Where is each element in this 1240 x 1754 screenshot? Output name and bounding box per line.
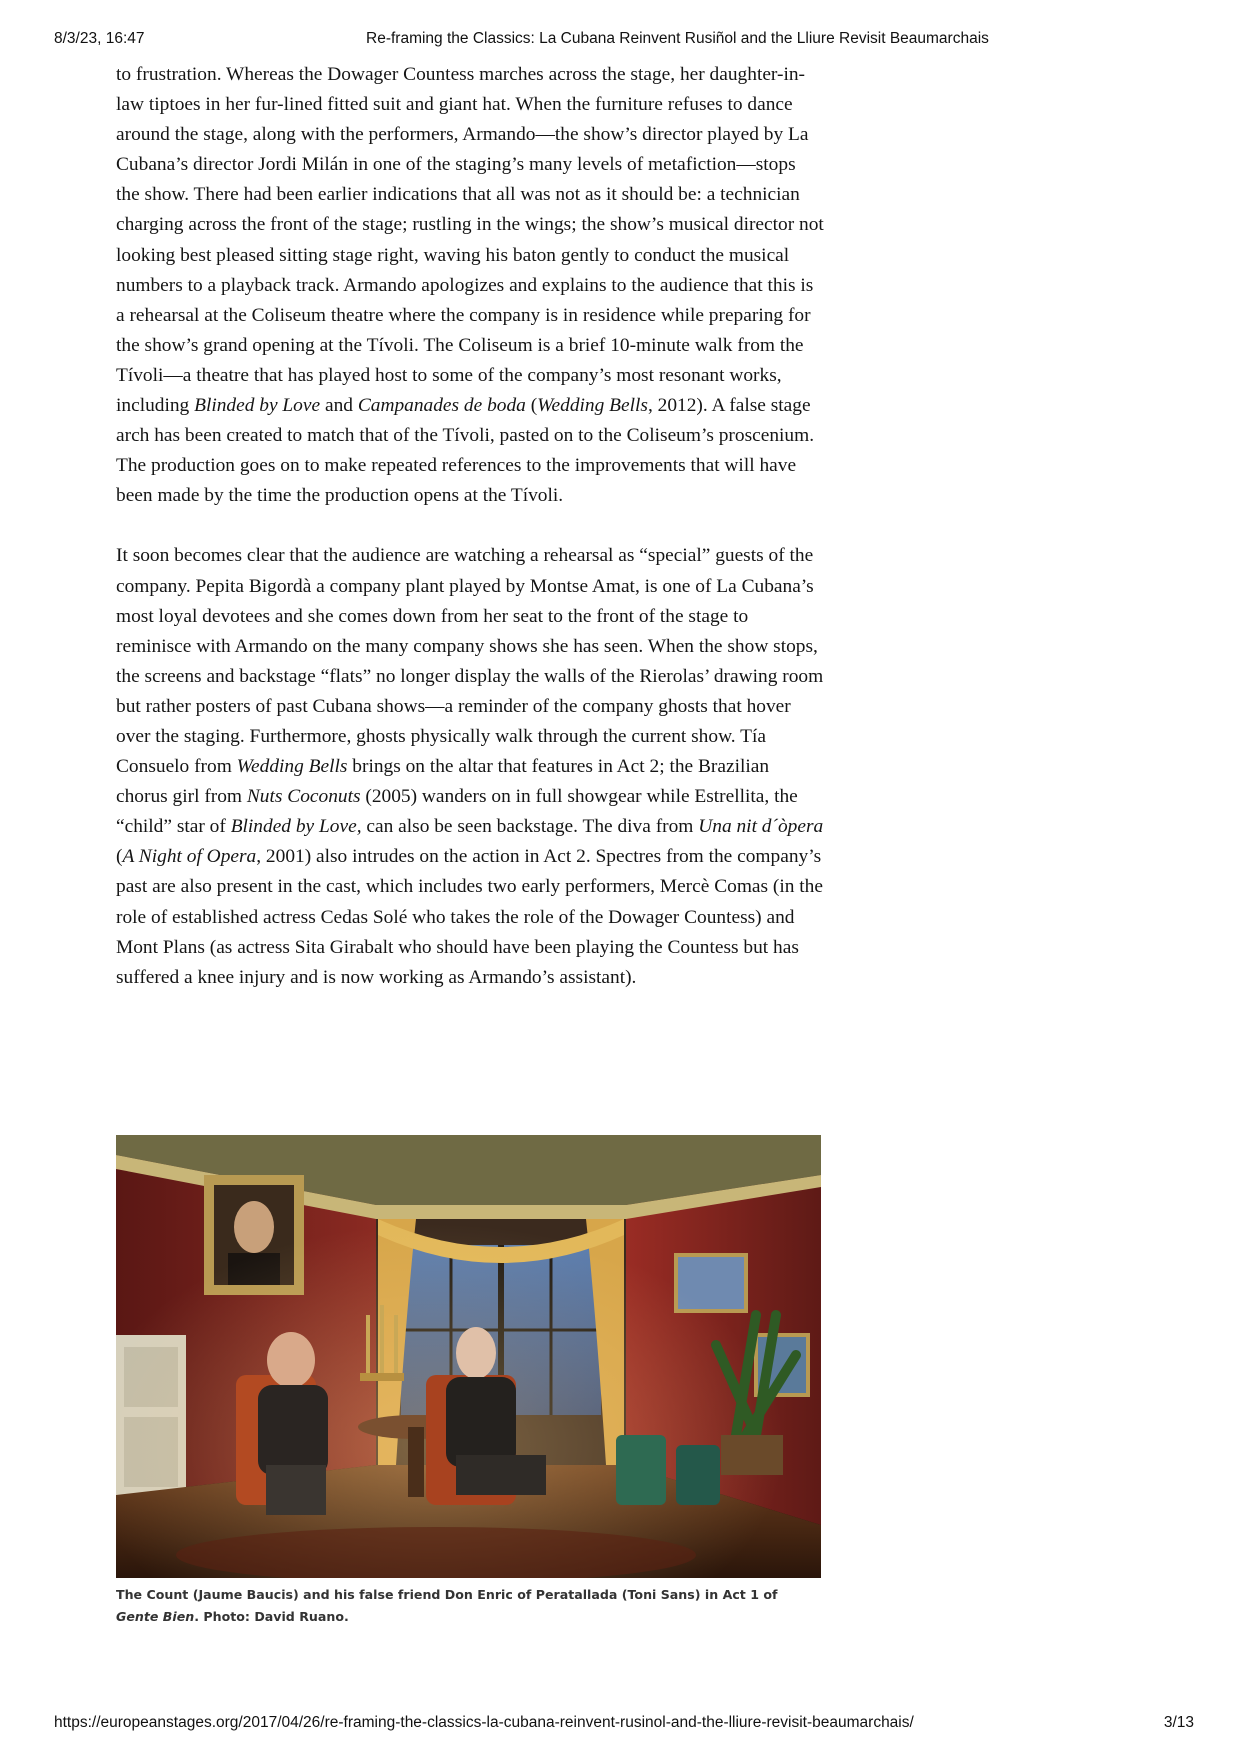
print-date: 8/3/23, 16:47 (54, 30, 145, 47)
italic-title-run: Nuts Coconuts (246, 786, 361, 808)
print-page-title: Re-framing the Classics: La Cubana Reinvent Rusiñol and the Lliure Revisit Beaumarchais (366, 30, 989, 47)
text-run: to frustration. Whereas the Dowager Countess marches across the stage, her daughter-in-law tiptoes in her fur-lined fitted suit and giant hat. When the furniture refuses to dance around the stage, along with the performers, Armando—the show’s director played by La Cubana’s director Jordi Milán in one of the staging’s many levels of metafiction—stops the show. There had been earlier indications that all was not as it should be: a technician charging across the front of the stage; rustling in the wings; the show’s musical director not looking best pleased sitting stage right, waving his baton gently to conduct the musical numbers to a playback track. Armando apologizes and explains to the audience that this is a rehearsal at the Coliseum theatre where the company is in residence while preparing for the show’s grand opening at the Tívoli. The Coliseum is a brief 10-minute walk from the Tívoli—a theatre that has played host to some of the company’s most resonant works, including (116, 64, 824, 417)
article-paragraph (116, 60, 824, 511)
text-run: brings on the altar that features in Act 2; the Brazilian chorus girl from (116, 756, 770, 808)
italic-title-run: Wedding Bells (537, 395, 648, 417)
italic-title-run: Campanades de boda (357, 395, 526, 417)
production-photo (116, 1135, 821, 1578)
text-run: and (320, 395, 358, 417)
print-header (0, 30, 1240, 52)
text-run: (2005) wanders on in full showgear while Estrellita, the “child” star of (116, 786, 798, 838)
text-run: It soon becomes clear that the audience are watching a rehearsal as “special” guests of the company. Pepita Bigordà a company plant played by Montse Amat, is one of La Cubana’s most loyal devotees and she comes down from her seat to the front of the stage to reminisce with Armando on the many company shows she has seen. When the show stops, the screens and backstage “flats” no longer display the walls of the Rierolas’ drawing room but rather posters of past Cubana shows—a reminder of the company ghosts that hover over the staging. Furthermore, ghosts physically walk through the current show. Tía Consuelo from (116, 545, 824, 778)
text-run: ( (116, 846, 123, 868)
text-run: . Photo: David Ruano. (194, 1609, 349, 1624)
italic-title-run: Blinded by Love (194, 395, 321, 417)
print-footer (0, 1714, 1240, 1736)
italic-title-run: Gente Bien (116, 1609, 195, 1624)
photo-caption (116, 1584, 824, 1628)
page-number: 3/13 (1163, 1714, 1194, 1731)
article-body (116, 60, 824, 993)
stage-scene-image (116, 1135, 821, 1578)
italic-title-run: A Night of Opera (122, 846, 257, 868)
italic-title-run: Una nit d´òpera (698, 816, 824, 838)
text-run: ( (525, 395, 538, 417)
text-run: , 2001) also intrudes on the action in Act 2. Spectres from the company’s past are also present in the cast, which includes two early performers, Mercè Comas (in the role of established actress Cedas Solé who takes the role of the Dowager Countess) and Mont Plans (as actress Sita Girabalt who should have been playing the Countess but has suffered a knee injury and is now working as Armando’s assistant). (116, 846, 823, 988)
text-run: , 2012). A false stage arch has been created to match that of the Tívoli, pasted on to the Coliseum’s proscenium. The production goes on to make repeated references to the improvements that will have been made by the time the production opens at the Tívoli. (116, 395, 815, 507)
text-run: can also be seen backstage. The diva from (361, 816, 699, 838)
article-paragraph (116, 541, 824, 992)
text-run: The Count (Jaume Baucis) and his false friend Don Enric of Peratallada (Toni Sans) in Act 1 of (116, 1587, 778, 1602)
italic-title-run: Blinded by Love, (230, 816, 362, 838)
page-url: https://europeanstages.org/2017/04/26/re-framing-the-classics-la-cubana-reinvent-rusinol-and-the-lliure-revisit-beaumarchais/ (54, 1714, 914, 1731)
italic-title-run: Wedding Bells (236, 756, 348, 778)
